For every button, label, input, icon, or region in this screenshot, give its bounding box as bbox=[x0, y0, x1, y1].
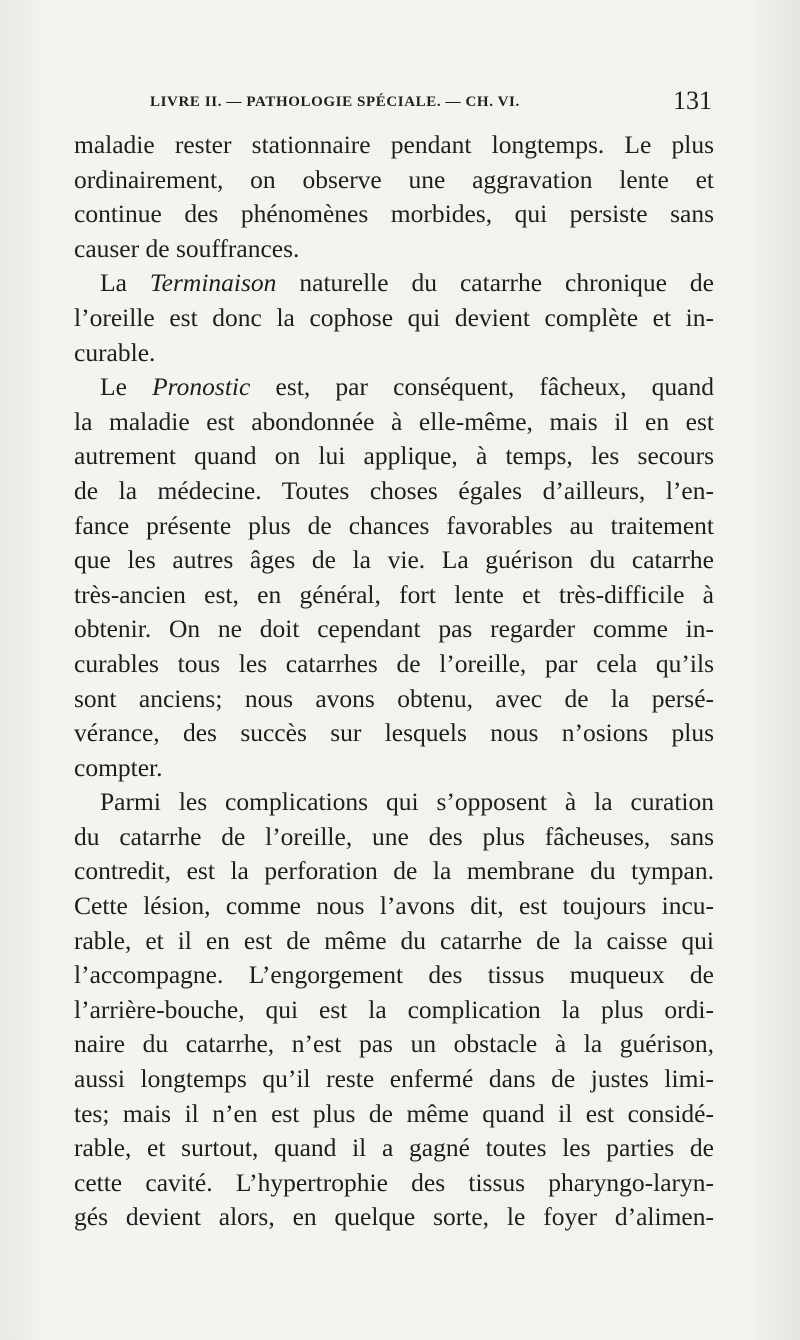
text-run: naturelle du catarrhe chronique de bbox=[276, 268, 714, 298]
text-line: autrement quand on lui applique, à temps, les secours bbox=[74, 441, 714, 471]
page-header bbox=[150, 86, 712, 120]
text-line: contredit, est la perforation de la membrane du tympan. bbox=[74, 856, 714, 886]
text-line: naire du catarrhe, n’est pas un obstacle à la guérison, bbox=[74, 1029, 714, 1059]
text-line: de la médecine. Toutes choses égales d’ailleurs, l’en- bbox=[74, 475, 714, 505]
text-run: Le bbox=[100, 372, 153, 402]
text-line: tes; mais il n’en est plus de même quand il est considé- bbox=[74, 1098, 714, 1128]
text-line: très-ancien est, en général, fort lente et très-difficile à bbox=[74, 579, 714, 609]
text-line: l’accompagne. L’engorgement des tissus muqueux de bbox=[74, 960, 714, 990]
text-line: Cette lésion, comme nous l’avons dit, est toujours incu- bbox=[74, 891, 714, 921]
text-line: aussi longtemps qu’il reste enfermé dans de justes limi- bbox=[74, 1064, 714, 1094]
italic-term: Terminaison bbox=[149, 268, 277, 298]
text-line: rable, et il en est de même du catarrhe de la caisse qui bbox=[74, 925, 714, 955]
text-line: curable. bbox=[74, 337, 156, 367]
text-line: rable, et surtout, quand il a gagné toutes les parties de bbox=[74, 1133, 714, 1163]
text-line: continue des phénomènes morbides, qui persiste sans bbox=[74, 199, 714, 229]
text-line: du catarrhe de l’oreille, une des plus fâcheuses, sans bbox=[74, 821, 714, 851]
body-text bbox=[74, 128, 714, 1235]
text-line bbox=[74, 266, 714, 301]
page-number: 131 bbox=[673, 86, 712, 115]
text-line: curables tous les catarrhes de l’oreille, par cela qu’ils bbox=[74, 648, 714, 678]
text-line: ordinairement, on observe une aggravation lente et bbox=[74, 164, 714, 194]
text-line bbox=[74, 370, 714, 405]
text-line: obtenir. On ne doit cependant pas regarder comme in- bbox=[74, 614, 714, 644]
text-line: compter. bbox=[74, 752, 163, 782]
italic-term: Pronostic bbox=[152, 372, 251, 402]
text-line: Parmi les complications qui s’opposent à la curation bbox=[100, 787, 714, 817]
text-line: l’arrière-bouche, qui est la complication la plus ordi- bbox=[74, 994, 714, 1024]
text-run: est, par conséquent, fâcheux, quand bbox=[250, 372, 714, 402]
text-line: maladie rester stationnaire pendant longtemps. Le plus bbox=[74, 130, 714, 159]
text-line: l’oreille est donc la cophose qui devient complète et in- bbox=[74, 302, 714, 332]
text-line: fance présente plus de chances favorables au traitement bbox=[74, 510, 714, 540]
text-line: que les autres âges de la vie. La guérison du catarrhe bbox=[74, 545, 714, 575]
text-line: la maladie est abondonnée à elle-même, mais il en est bbox=[74, 406, 714, 436]
text-line: gés devient alors, en quelque sorte, le foyer d’alimen- bbox=[74, 1202, 714, 1232]
text-line: vérance, des succès sur lesquels nous n’osions plus bbox=[74, 718, 714, 748]
text-run: La bbox=[100, 268, 150, 298]
running-head: LIVRE II. — PATHOLOGIE SPÉCIALE. — CH. VI. bbox=[150, 94, 520, 110]
text-line: causer de souffrances. bbox=[74, 233, 300, 263]
text-line: sont anciens; nous avons obtenu, avec de la persé- bbox=[74, 683, 714, 713]
text-line: cette cavité. L’hypertrophie des tissus pharyngo-laryn- bbox=[74, 1167, 714, 1197]
